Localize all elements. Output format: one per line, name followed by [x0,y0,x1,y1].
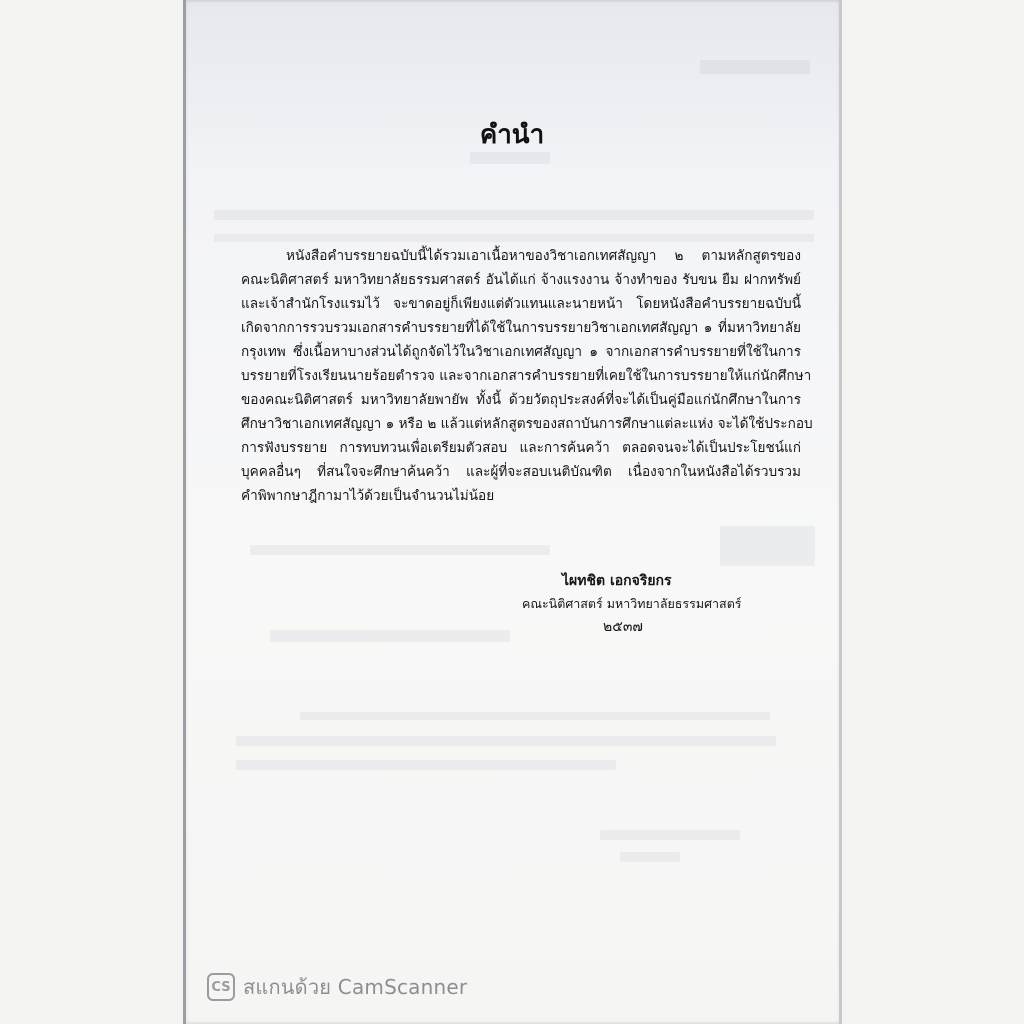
bleed-through-mark [700,60,810,74]
bleed-through-mark [214,210,814,220]
author-name: ไผทชิต เอกจริยกร [562,573,672,589]
paragraph-line: ศึกษาวิชาเอกเทศสัญญา ๑ หรือ ๒ แล้วแต่หลักสูตรของสถาบันการศึกษาแต่ละแห่ง จะได้ใช้ประกอบ [241,416,813,432]
bleed-through-mark [236,760,616,770]
paragraph-line: คำพิพากษาฎีกามาไว้ด้วยเป็นจำนวนไม่น้อย [241,488,495,504]
publication-year: ๒๕๓๗ [603,619,643,635]
paragraph-line: หนังสือคำบรรยายฉบับนี้ได้รวมเอาเนื้อหาของวิชาเอกเทศสัญญา ๒ ตามหลักสูตรของ [286,248,801,264]
paragraph-line: เกิดจากการรวบรวมเอกสารคำบรรยายที่ได้ใช้ในการบรรยายวิชาเอกเทศสัญญา ๑ ที่มหาวิทยาลัย [241,320,801,336]
bleed-through-mark [270,630,510,642]
bleed-through-mark [300,712,770,720]
author-affiliation: คณะนิติศาสตร์ มหาวิทยาลัยธรรมศาสตร์ [522,596,742,611]
paragraph-line: ของคณะนิติศาสตร์ มหาวิทยาลัยพายัพ ทั้งนี้ ด้วยวัตถุประสงค์ที่จะได้เป็นคู่มือแก่นักศึกษาในการ [241,392,801,408]
bleed-through-mark [214,234,814,242]
camscanner-logo-icon: CS [207,973,235,1001]
page-title: คำนำ [479,120,545,150]
bleed-through-mark [250,545,550,555]
paragraph-line: และเจ้าสำนักโรงแรมไว้ จะขาดอยู่ก็เพียงแต่ตัวแทนและนายหน้า โดยหนังสือคำบรรยายฉบับนี้ [241,296,801,312]
watermark-text: สแกนด้วย CamScanner [243,975,468,999]
bleed-through-mark [620,852,680,862]
paragraph-line: คณะนิติศาสตร์ มหาวิทยาลัยธรรมศาสตร์ อันได้แก่ จ้างแรงงาน จ้างทำของ รับขน ยืม ฝากทรัพย์ [241,272,801,288]
bleed-through-mark [600,830,740,840]
bleed-through-mark [720,526,815,566]
paragraph-line: บรรยายที่โรงเรียนนายร้อยตำรวจ และจากเอกสารคำบรรยายที่เคยใช้ในการบรรยายให้แก่นักศึกษา [241,368,812,384]
paragraph-line: บุคคลอื่นๆ ที่สนใจจะศึกษาค้นคว้า และผู้ที่จะสอบเนติบัณฑิต เนื่องจากในหนังสือได้รวบรวม [241,464,801,480]
camscanner-watermark [207,970,467,1004]
preface-paragraph [241,244,813,508]
bleed-through-mark [236,736,776,746]
paragraph-line: กรุงเทพ ซึ่งเนื้อหาบางส่วนได้ถูกจัดไว้ในวิชาเอกเทศสัญญา ๑ จากเอกสารคำบรรยายที่ใช้ในการ [241,344,801,360]
paragraph-line: การฟังบรรยาย การทบทวนเพื่อเตรียมตัวสอบ และการค้นคว้า ตลอดจนจะได้เป็นประโยชน์แก่ [241,440,801,456]
